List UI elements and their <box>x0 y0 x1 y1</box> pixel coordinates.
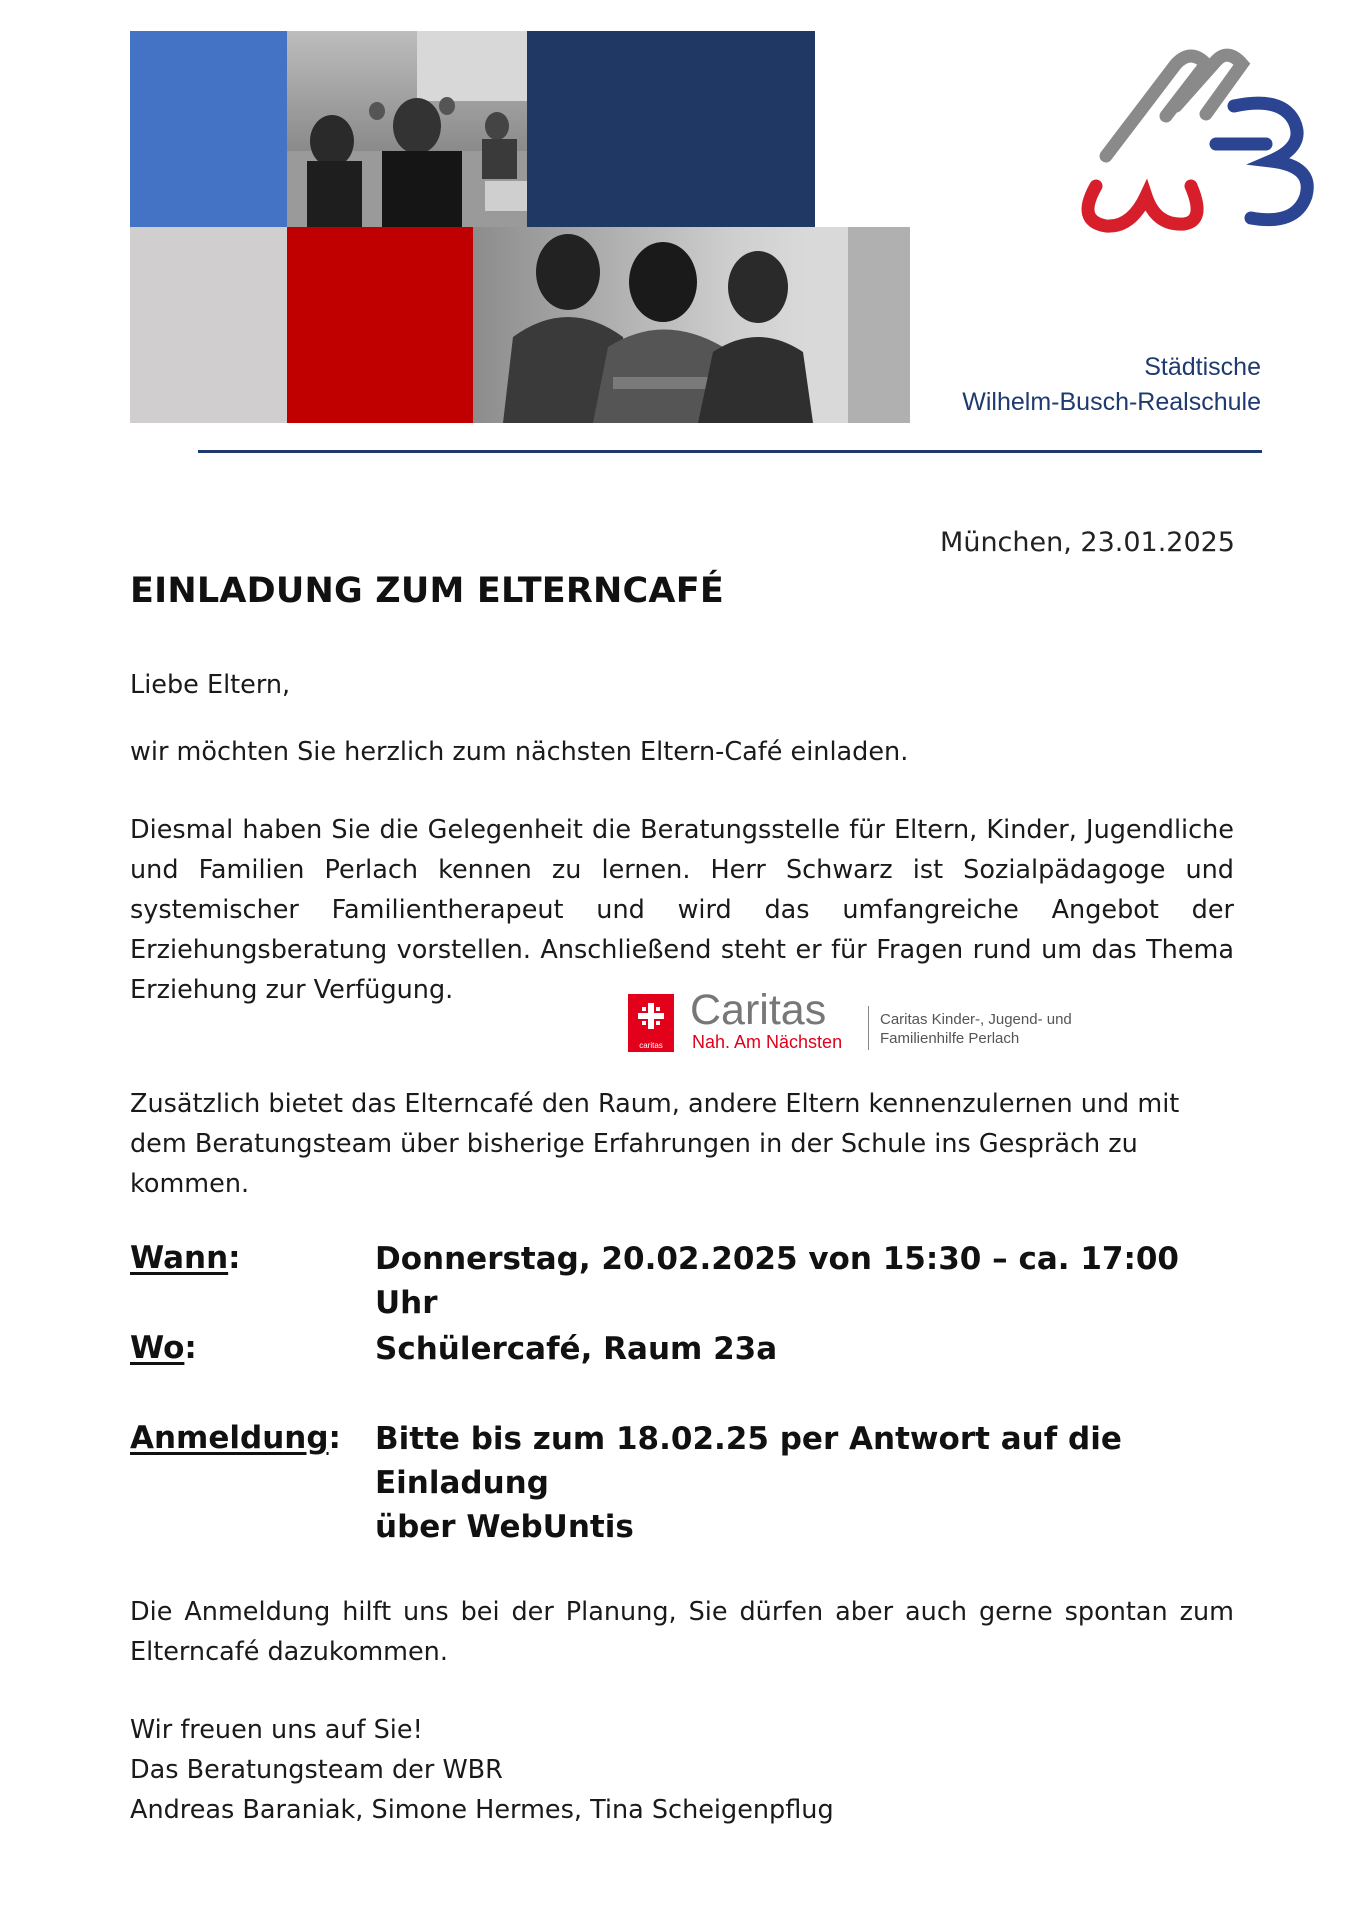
caritas-logo <box>628 986 1078 1060</box>
registration-value-line1: Bitte bis zum 18.02.25 per Antwort auf die Einladung <box>375 1421 1122 1501</box>
letter-date: München, 23.01.2025 <box>940 527 1235 558</box>
registration-value-line2: über WebUntis <box>375 1509 634 1545</box>
caritas-separator <box>868 1006 869 1050</box>
caritas-org-line1: Caritas Kinder-, Jugend- und <box>880 1011 1072 1028</box>
when-label-text: Wann <box>130 1240 229 1276</box>
letter-title: EINLADUNG ZUM ELTERNCAFÉ <box>130 571 724 611</box>
when-label: Wann: <box>130 1240 241 1276</box>
when-value: Donnerstag, 20.02.2025 von 15:30 – ca. 17:00 Uhr <box>375 1241 1180 1321</box>
closing-line1: Wir freuen uns auf Sie! <box>130 1715 423 1745</box>
closing <box>130 1710 1234 1830</box>
caritas-small-label: caritas <box>639 1041 663 1050</box>
collage-block-gray <box>130 227 287 423</box>
school-name-line1: Städtische <box>1144 353 1261 381</box>
registration-value <box>375 1417 1235 1549</box>
school-name-line2: Wilhelm-Busch-Realschule <box>962 388 1261 416</box>
registration-label: Anmeldung: <box>130 1420 341 1456</box>
registration-label-text: Anmeldung <box>130 1420 329 1456</box>
paragraph-counseling: Diesmal haben Sie die Gelegenheit die Beratungsstelle für Eltern, Kinder, Jugendliche und Familien Perlach kennen zu lernen. Herr Schwarz ist Sozialpädagoge und systemischer Familientherapeut und wird das umfangreiche Angebot der Erziehungsberatung vorstellen. Anschließend steht er für Fragen rund um das Thema Erziehung zur Verfügung. <box>130 815 1234 1005</box>
paragraph-additional: Zusätzlich bietet das Elterncafé den Raum, andere Eltern kennenzulernen und mit dem Beratungsteam über bisherige Erfahrungen in der Schule ins Gespräch zu kommen. <box>130 1089 1180 1199</box>
paragraph-registration-note: Die Anmeldung hilft uns bei der Planung, Sie dürfen aber auch gerne spontan zum Elterncafé dazukommen. <box>130 1597 1234 1667</box>
caritas-cross-icon <box>628 994 674 1052</box>
photo-classroom <box>287 31 527 227</box>
where-label: Wo: <box>130 1330 197 1366</box>
header-divider <box>198 450 1262 453</box>
where-label-text: Wo <box>130 1330 185 1366</box>
collage-block-red <box>287 227 473 423</box>
collage-block-blue-dark <box>527 31 815 227</box>
greeting: Liebe Eltern, <box>130 670 291 700</box>
school-name <box>962 350 1261 420</box>
school-logo <box>1066 36 1326 246</box>
collage-block-blue-light <box>130 31 287 227</box>
caritas-org-line2: Familienhilfe Perlach <box>880 1030 1020 1047</box>
closing-line2: Das Beratungsteam der WBR <box>130 1755 503 1785</box>
closing-signatories: Andreas Baraniak, Simone Hermes, Tina Scheigenpflug <box>130 1795 834 1825</box>
where-value: Schülercafé, Raum 23a <box>375 1331 778 1367</box>
caritas-org-name <box>880 1010 1072 1048</box>
caritas-slogan: Nah. Am Nächsten <box>692 1032 843 1052</box>
photo-students <box>473 227 910 423</box>
intro-paragraph: wir möchten Sie herzlich zum nächsten Eltern-Café einladen. <box>130 737 909 767</box>
caritas-wordmark: Caritas <box>690 986 827 1034</box>
